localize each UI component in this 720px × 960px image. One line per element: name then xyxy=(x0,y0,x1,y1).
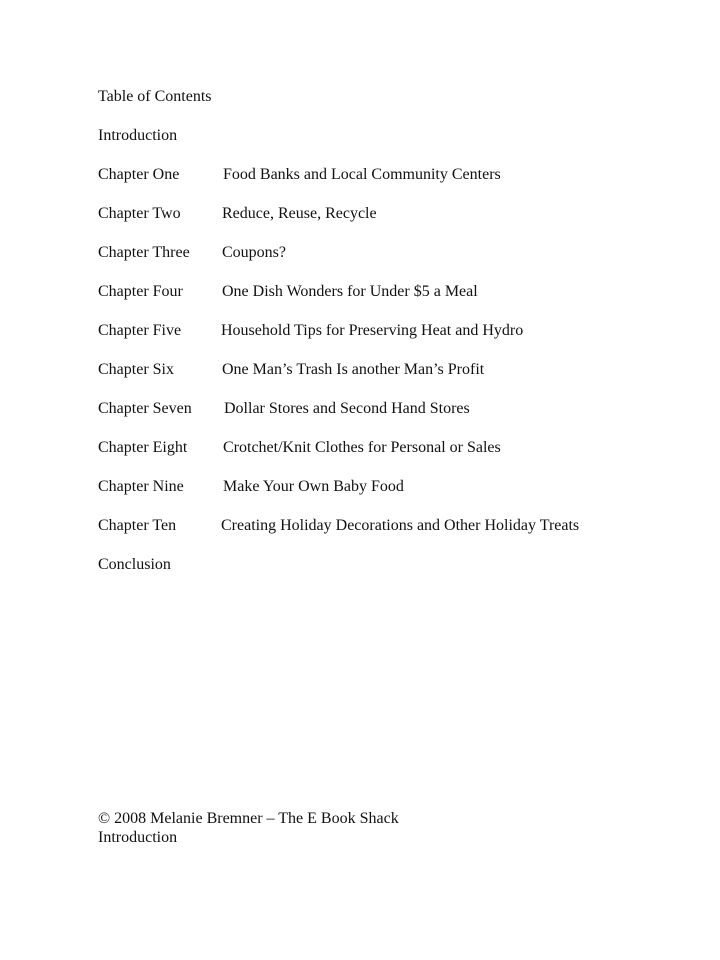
toc-entry-conclusion: Conclusion xyxy=(98,556,171,573)
toc-entry xyxy=(98,477,658,497)
chapter-title: Crotchet/Knit Clothes for Personal or Sales xyxy=(223,439,501,456)
chapter-number: Chapter Three xyxy=(98,244,190,261)
toc-entry xyxy=(98,321,658,341)
toc-entry xyxy=(98,516,658,536)
toc-entry xyxy=(98,204,658,224)
toc-entry xyxy=(98,165,658,185)
chapter-number: Chapter One xyxy=(98,166,180,183)
chapter-number: Chapter Eight xyxy=(98,439,188,456)
chapter-number: Chapter Two xyxy=(98,205,181,222)
chapter-number: Chapter Six xyxy=(98,361,174,378)
chapter-title: One Dish Wonders for Under $5 a Meal xyxy=(222,283,478,300)
chapter-title: Reduce, Reuse, Recycle xyxy=(222,205,377,222)
chapter-number: Chapter Five xyxy=(98,322,182,339)
toc-entry xyxy=(98,243,658,263)
toc-entry xyxy=(98,438,658,458)
chapter-number: Chapter Ten xyxy=(98,517,177,534)
section-heading-introduction: Introduction xyxy=(98,829,178,846)
toc-entry xyxy=(98,360,658,380)
chapter-number: Chapter Four xyxy=(98,283,183,300)
chapter-title: Make Your Own Baby Food xyxy=(223,478,404,495)
toc-heading: Table of Contents xyxy=(98,88,212,105)
toc-entry xyxy=(98,399,658,419)
chapter-title: Dollar Stores and Second Hand Stores xyxy=(224,400,470,417)
chapter-title: Creating Holiday Decorations and Other Holiday Treats xyxy=(221,517,580,534)
chapter-title: Food Banks and Local Community Centers xyxy=(223,166,501,183)
chapter-title: Coupons? xyxy=(222,244,286,261)
chapter-number: Chapter Seven xyxy=(98,400,192,417)
toc-entry xyxy=(98,282,658,302)
chapter-title: One Man’s Trash Is another Man’s Profit xyxy=(222,361,485,378)
chapter-number: Chapter Nine xyxy=(98,478,184,495)
toc-entry-introduction: Introduction xyxy=(98,127,178,144)
chapter-title: Household Tips for Preserving Heat and Hydro xyxy=(221,322,524,339)
copyright-line: © 2008 Melanie Bremner – The E Book Shack xyxy=(98,810,399,827)
